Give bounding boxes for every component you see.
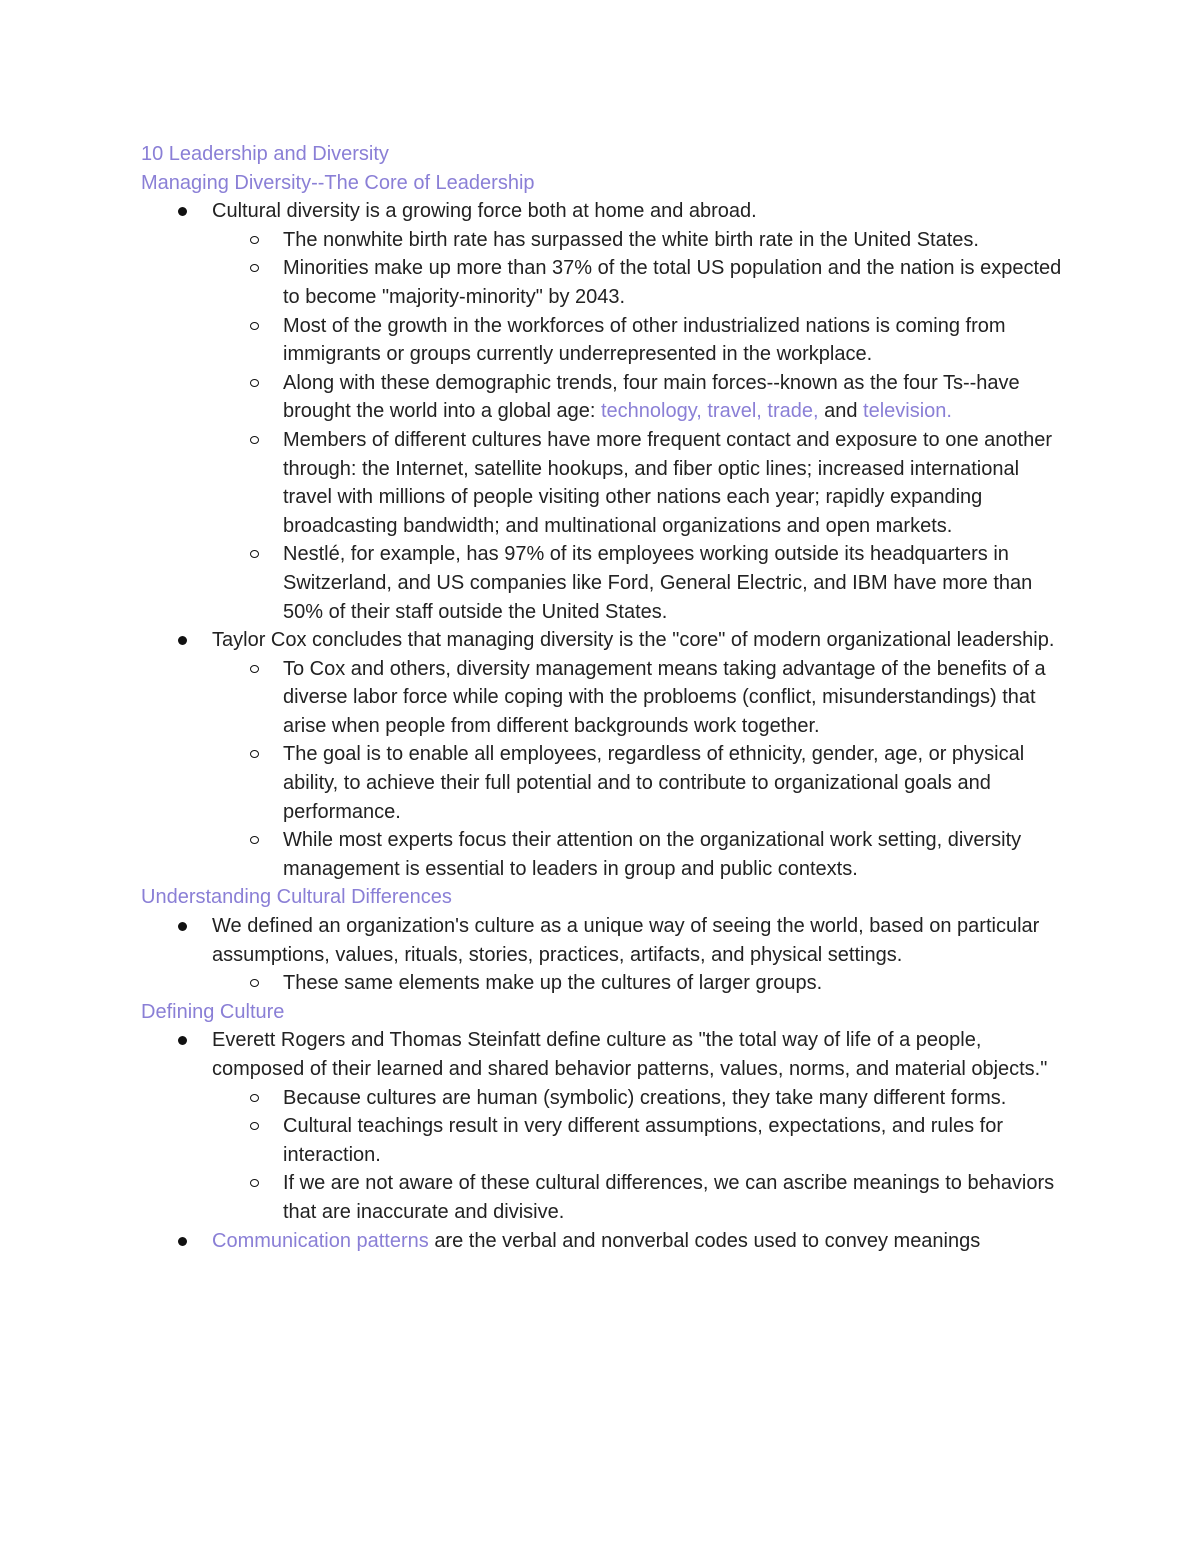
sub-bullet-text: The nonwhite birth rate has surpassed the white birth rate in the United States. <box>283 228 979 251</box>
bullet-item <box>212 626 1072 655</box>
sub-bullet-item <box>283 226 1068 255</box>
sub-bullet-text: Minorities make up more than 37% of the total US population and the nation is expected to become "majority-minority" by 2043. <box>283 257 1062 308</box>
sub-bullet-item <box>283 1169 1068 1226</box>
bullet-text: are the verbal and nonverbal codes used to convey meanings <box>428 1229 981 1252</box>
bullet-text: We defined an organization's culture as a unique way of seeing the world, based on particular assumptions, values, rituals, stories, practices, artifacts, and physical settings. <box>212 915 1040 966</box>
bullet-dot-icon <box>178 207 187 216</box>
sub-bullet-item <box>283 540 1068 626</box>
document-title: 10 Leadership and Diversity <box>141 143 389 165</box>
sub-bullet-text: While most experts focus their attention on the organizational work setting, diversity management is essential to leaders in group and public contexts. <box>283 829 1022 880</box>
sub-bullet-text: These same elements make up the cultures of larger groups. <box>283 972 823 995</box>
sub-bullet-item <box>283 655 1068 741</box>
bullet-circle-icon <box>250 322 259 330</box>
sub-bullet-text: Cultural teachings result in very different assumptions, expectations, and rules for interaction. <box>283 1115 1003 1166</box>
bullet-dot-icon <box>178 636 187 645</box>
bullet-circle-icon <box>250 750 259 758</box>
sub-bullet-item <box>283 369 1068 426</box>
bullet-circle-icon <box>250 264 259 272</box>
sub-bullet-item <box>283 312 1068 369</box>
sub-bullet-item <box>283 969 1068 998</box>
sub-bullet-text: Most of the growth in the workforces of other industrialized nations is coming from immigrants or groups currently underrepresented in the workplace. <box>283 314 1006 366</box>
section-heading: Managing Diversity--The Core of Leadership <box>141 171 535 194</box>
bullet-item <box>212 1026 1072 1083</box>
sub-bullet-item <box>283 254 1068 311</box>
section-heading: Understanding Cultural Differences <box>141 886 452 909</box>
bullet-item <box>212 1227 1072 1256</box>
sub-bullet-text: and <box>818 400 864 423</box>
bullet-circle-icon <box>250 1179 259 1187</box>
highlighted-terms: technology, travel, trade, <box>601 400 819 423</box>
sub-bullet-text: If we are not aware of these cultural differences, we can ascribe meanings to behaviors that are inaccurate and divisive. <box>283 1172 1055 1223</box>
bullet-circle-icon <box>250 379 259 387</box>
bullet-circle-icon <box>250 665 259 673</box>
bullet-item <box>212 912 1072 969</box>
sub-bullet-item <box>283 740 1068 826</box>
sub-bullet-text: Members of different cultures have more frequent contact and exposure to one another through: the Internet, satellite hookups, and fiber optic lines; increased international travel with millions of people visiting other nations each year; rapidly expanding broadcasting bandwidth; and multinational organizations and open markets. <box>283 428 1052 537</box>
section-heading: Defining Culture <box>141 1000 285 1023</box>
bullet-circle-icon <box>250 1122 259 1130</box>
highlighted-term: Communication patterns <box>212 1229 429 1252</box>
bullet-circle-icon <box>250 979 259 987</box>
sub-bullet-text: The goal is to enable all employees, regardless of ethnicity, gender, age, or physical ability, to achieve their full potential and to contribute to organizational goals and performance. <box>283 743 1025 823</box>
bullet-circle-icon <box>250 1094 259 1102</box>
bullet-text: Taylor Cox concludes that managing diversity is the "core" of modern organizational leadership. <box>212 629 1055 652</box>
bullet-text: Everett Rogers and Thomas Steinfatt define culture as "the total way of life of a people, composed of their learned and shared behavior patterns, values, norms, and material objects." <box>212 1029 1048 1080</box>
sub-bullet-item <box>283 426 1068 540</box>
sub-bullet-text: Because cultures are human (symbolic) creations, they take many different forms. <box>283 1086 1007 1109</box>
bullet-dot-icon <box>178 1036 187 1045</box>
bullet-dot-icon <box>178 1237 187 1246</box>
sub-bullet-text: Nestlé, for example, has 97% of its employees working outside its headquarters in Switzerland, and US companies like Ford, General Electric, and IBM have more than 50% of their staff outside the United States. <box>283 543 1033 623</box>
bullet-circle-icon <box>250 836 259 844</box>
bullet-circle-icon <box>250 436 259 444</box>
sub-bullet-text: Along with these demographic trends, four main forces--known as the four Ts--have brought the world into a global age: <box>283 371 1020 423</box>
bullet-circle-icon <box>250 550 259 558</box>
sub-bullet-text: To Cox and others, diversity management means taking advantage of the benefits of a diverse labor force while coping with the probloems (conflict, misunderstandings) that arise when people from different backgrounds work together. <box>283 657 1046 737</box>
sub-bullet-item <box>283 826 1068 883</box>
bullet-item <box>212 197 1072 226</box>
sub-bullet-item <box>283 1084 1068 1113</box>
sub-bullet-item <box>283 1112 1068 1169</box>
bullet-text: Cultural diversity is a growing force both at home and abroad. <box>212 200 757 223</box>
bullet-circle-icon <box>250 236 259 244</box>
highlighted-term: television. <box>863 400 952 423</box>
bullet-dot-icon <box>178 922 187 931</box>
